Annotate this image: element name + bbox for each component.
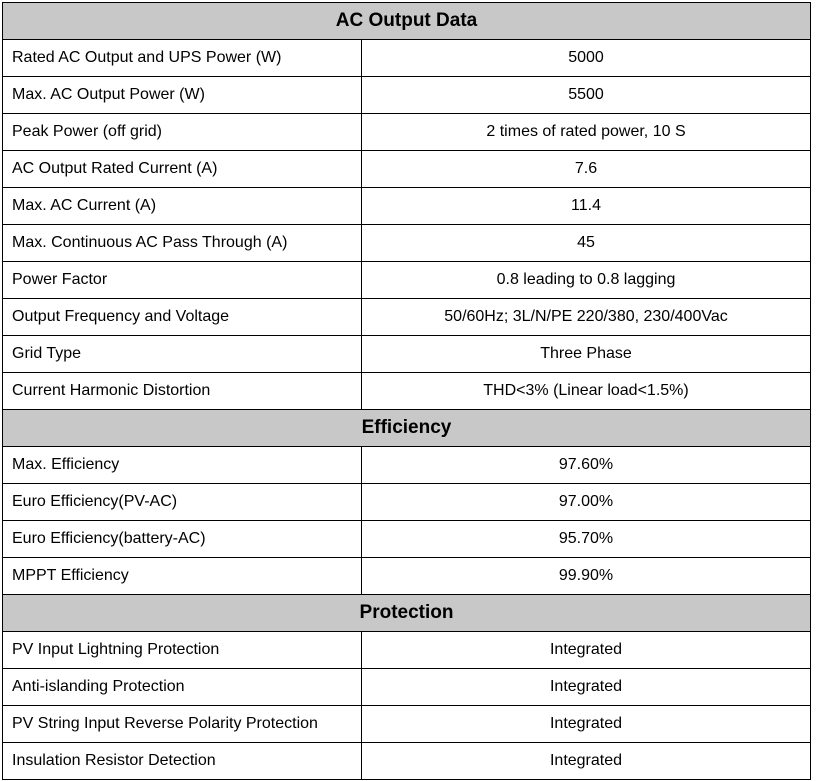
table-row <box>3 188 811 225</box>
section-title: Protection <box>3 595 811 632</box>
table-row <box>3 558 811 595</box>
row-label: Peak Power (off grid) <box>3 114 362 151</box>
row-value: 0.8 leading to 0.8 lagging <box>362 262 811 299</box>
section-title: AC Output Data <box>3 3 811 40</box>
row-label: Max. Continuous AC Pass Through (A) <box>3 225 362 262</box>
table-row <box>3 521 811 558</box>
row-value: Three Phase <box>362 336 811 373</box>
row-value: 5500 <box>362 77 811 114</box>
row-value: Integrated <box>362 743 811 780</box>
row-value: 99.90% <box>362 558 811 595</box>
row-label: Max. AC Current (A) <box>3 188 362 225</box>
row-label: AC Output Rated Current (A) <box>3 151 362 188</box>
table-row <box>3 299 811 336</box>
row-value: Integrated <box>362 706 811 743</box>
row-label: Grid Type <box>3 336 362 373</box>
row-label: Max. AC Output Power (W) <box>3 77 362 114</box>
table-row <box>3 632 811 669</box>
table-row <box>3 262 811 299</box>
row-value: 50/60Hz; 3L/N/PE 220/380, 230/400Vac <box>362 299 811 336</box>
table-row <box>3 669 811 706</box>
row-label: Output Frequency and Voltage <box>3 299 362 336</box>
row-label: Euro Efficiency(battery-AC) <box>3 521 362 558</box>
section-header-ac-output <box>3 3 811 40</box>
table-row <box>3 706 811 743</box>
row-label: PV String Input Reverse Polarity Protection <box>3 706 362 743</box>
row-label: Rated AC Output and UPS Power (W) <box>3 40 362 77</box>
row-value: 97.00% <box>362 484 811 521</box>
spec-table <box>2 2 811 780</box>
table-row <box>3 114 811 151</box>
row-label: Insulation Resistor Detection <box>3 743 362 780</box>
table-row <box>3 743 811 780</box>
table-row <box>3 40 811 77</box>
row-label: Euro Efficiency(PV-AC) <box>3 484 362 521</box>
table-row <box>3 151 811 188</box>
table-row <box>3 336 811 373</box>
row-value: 95.70% <box>362 521 811 558</box>
table-row <box>3 484 811 521</box>
row-label: PV Input Lightning Protection <box>3 632 362 669</box>
row-value: 7.6 <box>362 151 811 188</box>
row-label: Max. Efficiency <box>3 447 362 484</box>
row-label: Current Harmonic Distortion <box>3 373 362 410</box>
table-row <box>3 447 811 484</box>
row-value: 11.4 <box>362 188 811 225</box>
table-row <box>3 373 811 410</box>
row-label: Power Factor <box>3 262 362 299</box>
row-value: Integrated <box>362 632 811 669</box>
row-label: MPPT Efficiency <box>3 558 362 595</box>
section-header-protection <box>3 595 811 632</box>
row-value: 2 times of rated power, 10 S <box>362 114 811 151</box>
section-title: Efficiency <box>3 410 811 447</box>
table-row <box>3 225 811 262</box>
row-value: 45 <box>362 225 811 262</box>
section-header-efficiency <box>3 410 811 447</box>
table-row <box>3 77 811 114</box>
row-label: Anti-islanding Protection <box>3 669 362 706</box>
row-value: Integrated <box>362 669 811 706</box>
row-value: 97.60% <box>362 447 811 484</box>
row-value: 5000 <box>362 40 811 77</box>
row-value: THD<3% (Linear load<1.5%) <box>362 373 811 410</box>
